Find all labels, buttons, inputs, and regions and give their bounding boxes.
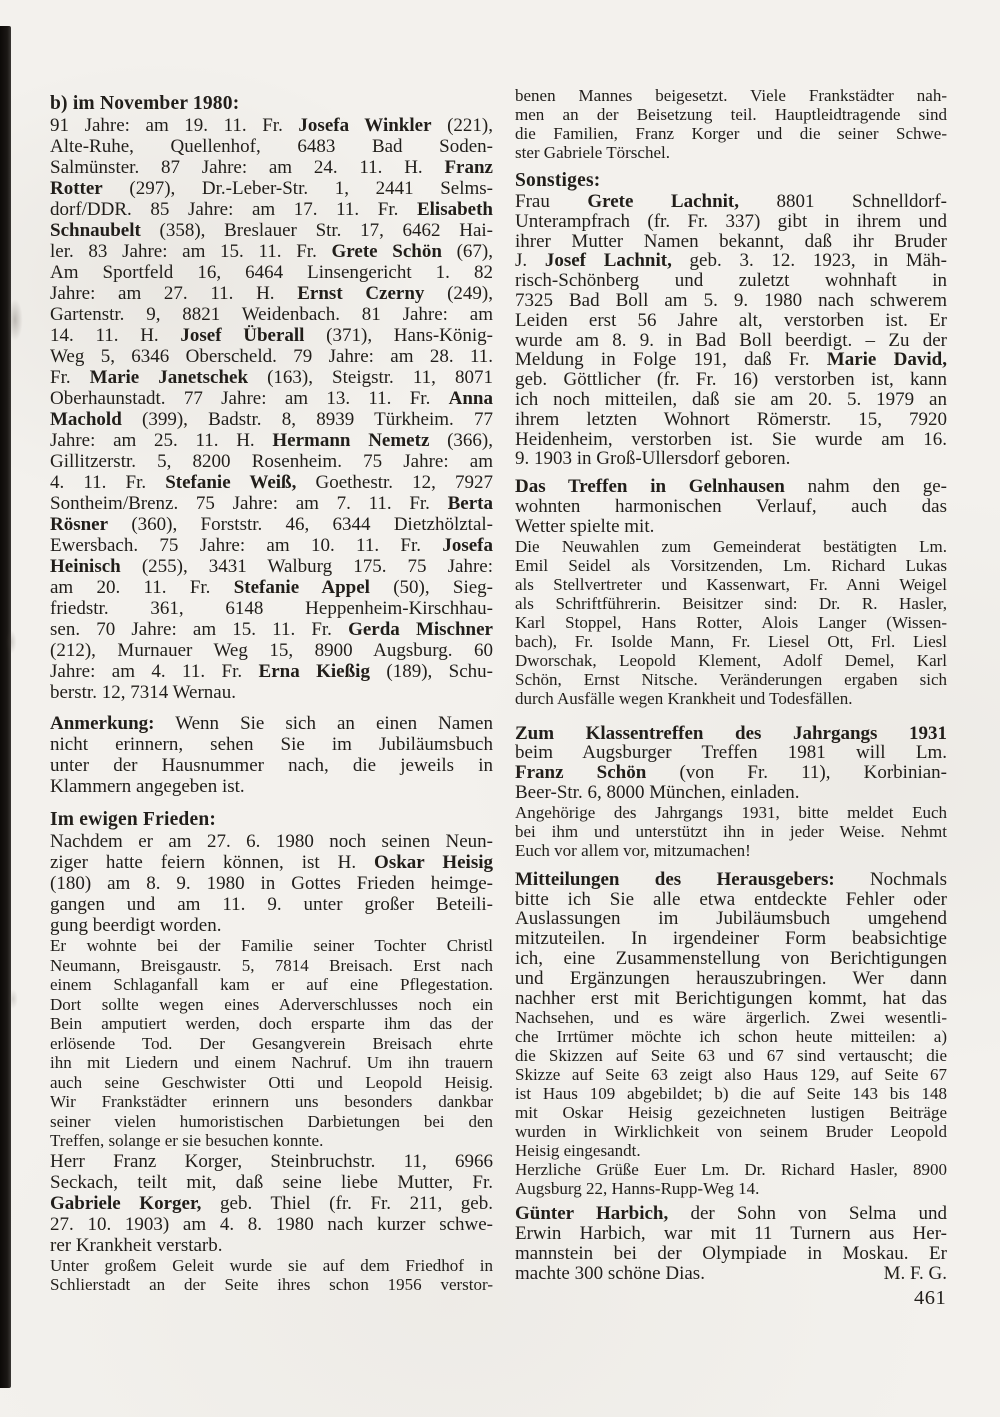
text-line: Erwin Harbich, war mit 11 Turnern aus Her- <box>515 1223 947 1245</box>
text-line: Sontheim/Brenz. 75 Jahre: am 7. 11. Fr. Berta <box>50 493 493 514</box>
text-line: Herzliche Grüße Euer Lm. Dr. Richard Hasler, 8900 <box>515 1160 947 1180</box>
text-line: Frau Grete Lachnit, 8801 Schnelldorf- <box>515 191 947 212</box>
text-line: und Ergänzungen herauszubringen. Wer dann <box>515 967 947 989</box>
text-line: Schön, Ernst Nitsche. Veränderungen ergaben sich <box>515 669 947 689</box>
text-line: Bein amputiert werden, doch ersparte ihm das der <box>50 1014 493 1033</box>
section-heading: Sonstiges: <box>515 170 601 191</box>
text-line: Skizze auf Seite 63 zeigt also Haus 129, auf Seite 67 <box>515 1065 947 1085</box>
paragraph <box>515 537 947 708</box>
text-line: Augsburg 22, Hanns-Rupp-Weg 14. <box>515 1179 760 1199</box>
text-line: Das Treffen in Gelnhausen nahm den ge- <box>515 476 947 498</box>
text-line: nachher erst mit Berichtigungen kommt, hat das <box>515 987 947 1009</box>
text-line: Machold (399), Badstr. 8, 8939 Türkheim. 77 <box>50 409 493 430</box>
text-line: auch seine Geschwister Otti und Leopold Heisig. <box>50 1072 493 1092</box>
text-line: ziger hatte feiern können, ist H. Oskar Heisig <box>50 852 493 873</box>
paragraph <box>50 1256 493 1295</box>
text-line: men an der Beisetzung teil. Hauptleidtragende sind <box>515 105 947 124</box>
text-line: als Stellvertreter und Kassenwart, Fr. Anni Weigel <box>515 574 947 594</box>
text-line: ihn mit Liedern und einem Nachruf. Um ihn trauern <box>50 1053 493 1072</box>
text-line: Wetter spielte mit. <box>515 515 655 537</box>
text-line: ler. 83 Jahre: am 15. 11. Fr. Grete Schön (67), <box>50 241 493 262</box>
text-line: Am Sportfeld 16, 6464 Linsengericht 1. 82 <box>50 262 493 283</box>
text-line: 91 Jahre: am 19. 11. Fr. Josefa Winkler (221), <box>50 115 494 136</box>
text-line: Anmerkung: Wenn Sie sich an einen Namen <box>50 713 493 734</box>
text-line: nicht erinnern, sehen Sie im Jubiläumsbuch <box>50 734 493 755</box>
text-line: unter der Hausnummer nach, die jeweils in <box>50 755 493 776</box>
text-line: Mitteilungen des Herausgebers: Nochmals <box>515 868 948 890</box>
text-line: Nachsehen, und es wäre ärgerlich. Zwei wesentli- <box>515 1008 947 1028</box>
paragraph <box>515 477 947 536</box>
text-line: Jahre: am 25. 11. H. Hermann Nemetz (366), <box>50 430 494 451</box>
text-line: 27. 10. 1903) am 4. 8. 1980 nach kurzer schwe- <box>50 1213 493 1235</box>
section-heading: b) im November 1980: <box>50 93 240 114</box>
text-line: Heisig eingesandt. <box>515 1141 641 1161</box>
text-line: Fr. Marie Janetschek (163), Steigstr. 11, 8071 <box>50 367 493 388</box>
text-line: am 20. 11. Fr. Stefanie Appel (50), Sieg- <box>50 577 493 598</box>
text-line: einem Schlaganfall kam er auf eine Pflegestation. <box>50 975 493 994</box>
text-line: Heidenheim, verstorben ist. Sie wurde am 16. <box>515 428 947 450</box>
text-line: geb. Göttlicher (fr. Fr. 16) verstorben ist, kann <box>515 369 947 391</box>
text-line: Heinisch (255), 3431 Walburg 175. 75 Jahre: <box>50 556 493 577</box>
text-line: bei ihm und unterstützt ihn in jeder Weise. Nehmt <box>515 821 947 841</box>
text-line: J. Josef Lachnit, geb. 3. 12. 1923, in Mäh- <box>515 250 947 272</box>
text-line: Er wohnte bei der Familie seiner Tochter Christl <box>50 936 493 955</box>
paragraph <box>515 870 947 1009</box>
text-line: Emil Seidel als Vorsitzenden, Lm. Richard Lukas <box>515 555 947 575</box>
text-line: Meldung in Folge 191, daß Fr. Marie David, <box>515 349 947 371</box>
text-line: ihrer Mutter Namen bekannt, daß ihr Bruder <box>515 230 947 252</box>
text-line: Rotter (297), Dr.-Leber-Str. 1, 2441 Selms- <box>50 178 493 199</box>
text-line: 7325 Bad Boll am 5. 9. 1980 nach schwerem <box>515 289 947 311</box>
text-line: 4. 11. Fr. Stefanie Weiß, Goethestr. 12, 7927 <box>50 472 493 493</box>
paragraph <box>515 1204 947 1283</box>
text-line: gung beerdigt worden. <box>50 915 222 936</box>
text-line: Unterampfrach (fr. Fr. 337) gibt in ihrem und <box>515 210 947 232</box>
text-line: Oberhaunstadt. 77 Jahre: am 13. 11. Fr. Anna <box>50 388 493 409</box>
right-column <box>515 86 947 1284</box>
text-line: berstr. 12, 7314 Wernau. <box>50 682 236 703</box>
text-line: Günter Harbich, der Sohn von Selma und <box>515 1203 947 1225</box>
text-line: mannstein bei der Olympiade in Moskau. Er <box>515 1242 947 1264</box>
page-number: 461 <box>914 1287 947 1309</box>
text-line: Jahre: am 27. 11. H. Ernst Czerny (249), <box>50 283 494 304</box>
text-line: beim Augsburger Treffen 1981 will Lm. <box>515 742 947 764</box>
text-line: Euch vor allem vor, mitzumachen! <box>515 840 751 860</box>
text-line: die Skizzen auf Seite 63 und 67 sind vertauscht; die <box>515 1046 947 1066</box>
text-line: Die Neuwahlen zum Gemeinderat bestätigten Lm. <box>515 536 947 556</box>
section-heading: Im ewigen Frieden: <box>50 809 217 830</box>
text-line: mit Oskar Heisig gezeichneten lustigen Beiträge <box>515 1103 947 1123</box>
text-line: wurden in Wirklichkeit von seinem Bruder Leopold <box>515 1122 947 1142</box>
text-line: che Irrtümer möchte ich schon heute mitteilen: a) <box>515 1027 947 1047</box>
text-line: Weg 5, 6346 Oberscheld. 79 Jahre: am 28. 11. <box>50 346 493 367</box>
text-line: Gillitzerstr. 5, 8200 Rosenheim. 75 Jahre: am <box>50 451 493 472</box>
paragraph <box>515 803 947 860</box>
text-line: 14. 11. H. Josef Überall (371), Hans-König- <box>50 325 493 346</box>
text-line: Ewersbach. 75 Jahre: am 10. 11. Fr. Josefa <box>50 535 493 556</box>
text-line: Schnaubelt (358), Breslauer Str. 17, 6462 Hai- <box>50 220 493 241</box>
text-line: (212), Murnauer Weg 15, 8900 Augsburg. 60 <box>50 640 493 661</box>
text-line: Rösner (360), Forststr. 46, 6344 Dietzhölztal- <box>50 514 493 535</box>
text-line: Treffen, solange er sie besuchen konnte. <box>50 1131 324 1150</box>
text-line: bitte ich Sie alle etwa entdeckte Fehler oder <box>515 888 947 910</box>
text-line: Seckach, teilt mit, daß seine liebe Mutter, Fr. <box>50 1171 493 1193</box>
text-line: durch Ausfälle wegen Krankheit und Todesfällen. <box>515 688 853 708</box>
scan-edge-artifact <box>0 26 11 1388</box>
paragraph <box>50 936 493 1151</box>
text-line: (180) am 8. 9. 1980 in Gottes Frieden heimge- <box>50 873 493 894</box>
right-aligned-initials: M. F. G. <box>883 1262 947 1284</box>
text-line: als Schriftführerin. Beisitzer sind: Dr. R. Hasler, <box>515 593 947 613</box>
text-line: rer Krankheit verstarb. <box>50 1234 223 1256</box>
text-line: Salmünster. 87 Jahre: am 24. 11. H. Franz <box>50 157 493 178</box>
paragraph <box>515 1008 947 1160</box>
paragraph <box>50 115 493 703</box>
text-line: Auslassungen im Jubiläumsbuch umgehend <box>515 908 947 930</box>
text-line: dorf/DDR. 85 Jahre: am 17. 11. Fr. Elisabeth <box>50 199 493 220</box>
text-line: erlösende Tod. Der Gesangverein Breisach ehrte <box>50 1033 493 1053</box>
text-line: Franz Schön (von Fr. 11), Korbinian- <box>515 762 947 784</box>
text-line: risch-Schönberg und zuletzt wohnhaft in <box>515 270 947 292</box>
text-line: M. F. G. machte 300 schöne Dias. <box>515 1262 947 1284</box>
left-column <box>50 93 493 1295</box>
text-line: Zum Klassentreffen des Jahrgangs 1931 <box>515 722 947 744</box>
text-line: Neumann, Breisgaustr. 5, 7814 Breisach. Erst nach <box>50 955 493 975</box>
text-line: Angehörige des Jahrgangs 1931, bitte meldet Euch <box>515 802 947 822</box>
text-line: Wir Frankstädter erinnern uns besonders dankbar <box>50 1092 493 1111</box>
text-line: friedstr. 361, 6148 Heppenheim-Kirschhau- <box>50 598 493 619</box>
paragraph <box>50 831 493 936</box>
paragraph <box>515 1160 947 1198</box>
text-line: ihrem letzten Wohnort Römerstr. 15, 7920 <box>515 408 947 430</box>
text-line: ster Gabriele Törschel. <box>515 143 670 162</box>
text-line: Gartenstr. 9, 8821 Weidenbach. 81 Jahre: am <box>50 304 493 325</box>
text-line: benen Mannes beigesetzt. Viele Frankstädter nah- <box>515 86 947 105</box>
text-line: Jahre: am 4. 11. Fr. Erna Kießig (189), Schu- <box>50 661 494 682</box>
text-line: Schlierstadt an der Seite ihres schon 1956 verstor- <box>50 1275 493 1294</box>
text-line: ich noch mitteilen, daß sie am 20. 5. 1979 an <box>515 388 947 410</box>
text-line: die Familien, Franz Korger und die seiner Schwe- <box>515 124 947 143</box>
paragraph <box>515 724 947 803</box>
text-line: Herr Franz Korger, Steinbruchstr. 11, 6966 <box>50 1150 493 1172</box>
text-line: gangen und am 11. 9. unter großer Beteili- <box>50 894 493 915</box>
text-line: Beer-Str. 6, 8000 München, einladen. <box>515 781 800 803</box>
text-line: Klammern angegeben ist. <box>50 776 245 797</box>
text-line: Unter großem Geleit wurde sie auf dem Friedhof in <box>50 1255 493 1275</box>
text-line: Alte-Ruhe, Quellenhof, 6483 Bad Soden- <box>50 136 493 157</box>
text-line: sen. 70 Jahre: am 15. 11. Fr. Gerda Mischner <box>50 619 493 640</box>
text-line: mitzuteilen. In irgendeiner Form beabsichtige <box>515 928 947 950</box>
text-line: Gabriele Korger, geb. Thiel (fr. Fr. 211, geb. <box>50 1192 493 1214</box>
text-line: seiner vielen humoristischen Darbietungen bei den <box>50 1111 493 1131</box>
text-line: Dort sollte wegen eines Aderverschlusses noch ein <box>50 994 493 1014</box>
text-line: wurde am 8. 9. in Bad Boll beerdigt. – Zu der <box>515 329 947 351</box>
text-line: ich, eine Zusammenstellung von Berichtigungen <box>515 947 947 969</box>
paragraph <box>50 713 493 797</box>
text-line: 9. 1903 in Groß-Ullersdorf geboren. <box>515 448 791 470</box>
paragraph <box>50 1151 493 1256</box>
text-line: Nachdem er am 27. 6. 1980 noch seinen Neun- <box>50 831 493 852</box>
text-line: Leiden erst 56 Jahre alt, verstorben ist. Er <box>515 309 947 331</box>
text-line: wohnten harmonischen Verlauf, auch das <box>515 495 947 517</box>
text-line: Karl Stoppel, Hans Rotter, Alois Langer (Wissen- <box>515 612 947 632</box>
paragraph <box>515 192 947 469</box>
text-line: bach), Fr. Isolde Mann, Fr. Liesel Ott, Frl. Liesl <box>515 631 947 651</box>
text-line: Dworschak, Leopold Klement, Adolf Demel, Karl <box>515 650 947 670</box>
paragraph <box>515 86 947 162</box>
text-line: ist Haus 109 abgebildet; b) die auf Seite 143 bis 148 <box>515 1084 947 1104</box>
